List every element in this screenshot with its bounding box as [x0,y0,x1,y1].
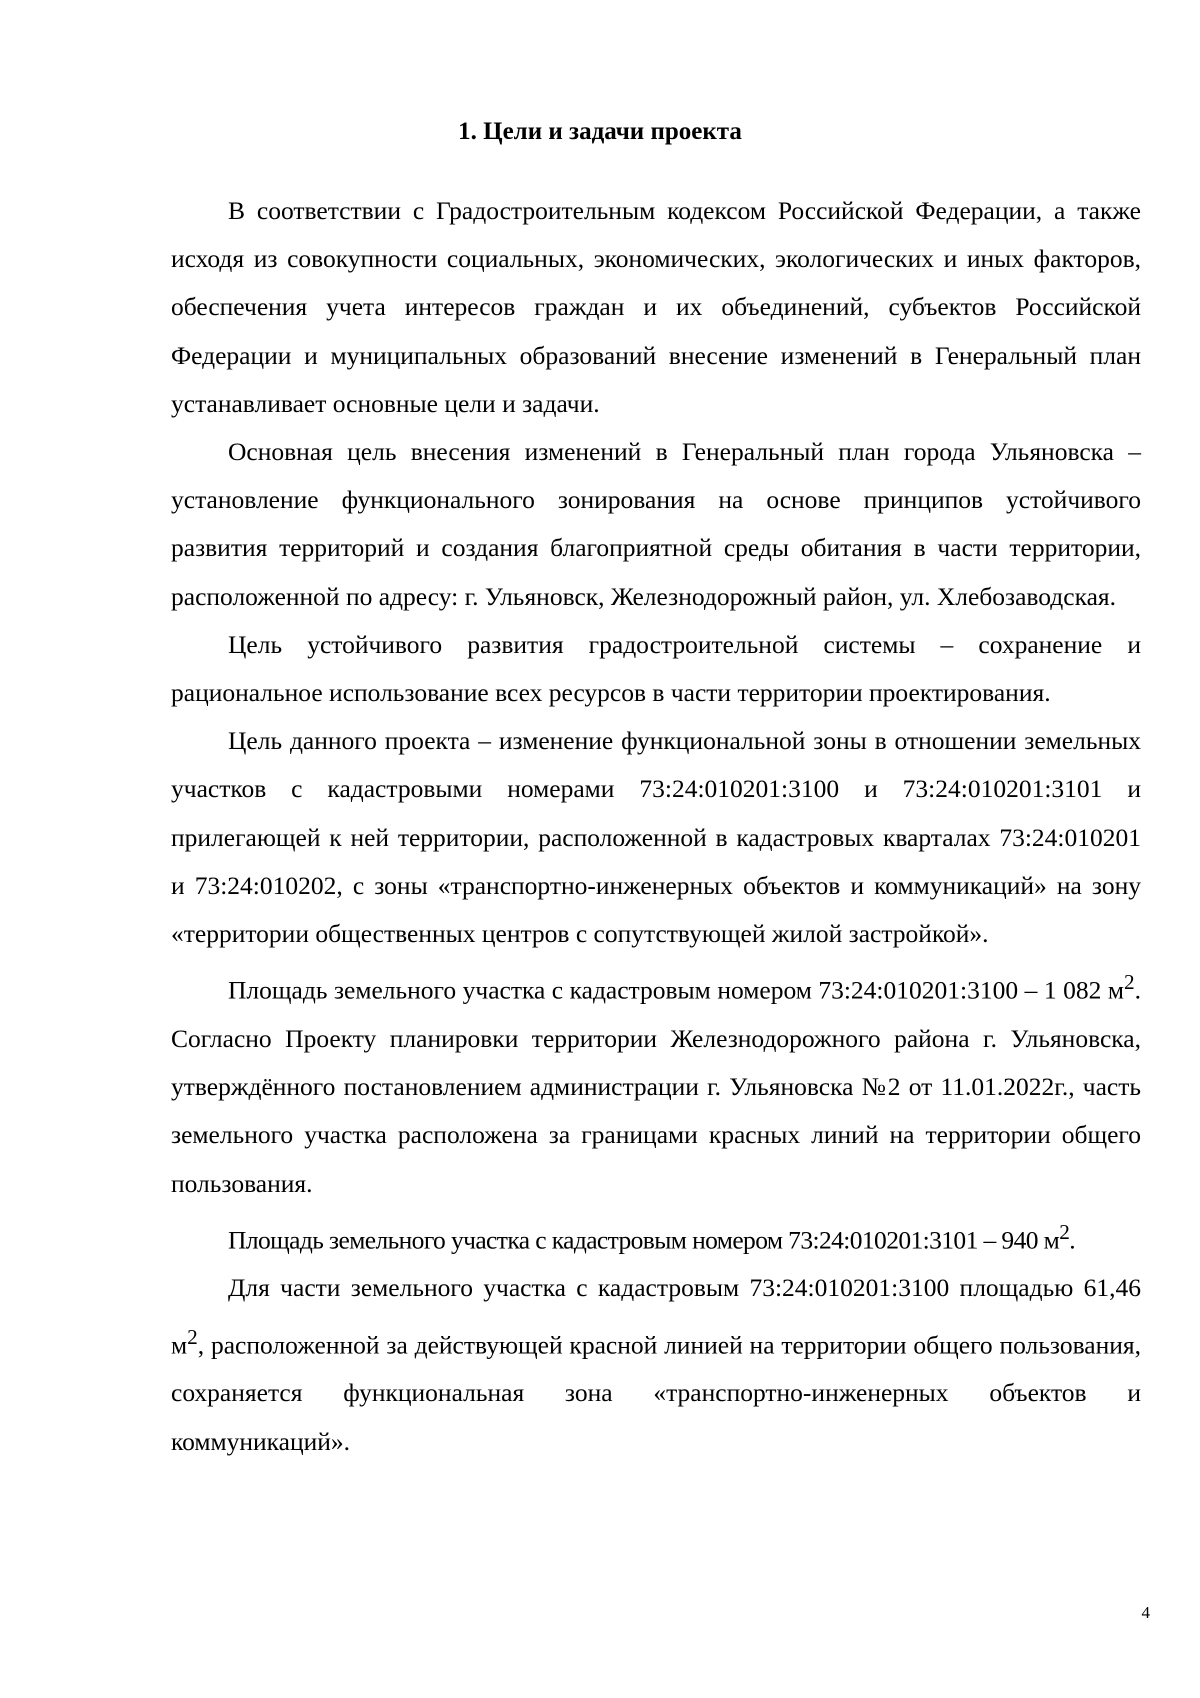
paragraph-4: Цель данного проекта – изменение функциональной зоны в отношении земельных участков с кадастровыми номерами 73:24:010201:3100 и 73:24:010201:3101 и прилегающей к ней территории, расположенной в кадастровых кварталах 73:24:010201 и 73:24:010202, с зоны «транспортно-инженерных объектов и коммуникаций» на зону «территории общественных центров с сопутствующей жилой застройкой». [171,726,1141,949]
section-heading: 1. Цели и задачи проекта [458,118,742,145]
paragraph-1: В соответствии с Градостроительным кодексом Российской Федерации, а также исходя из совокупности социальных, экономических, экологических и иных факторов, обеспечения учета интересов граждан и их объединений, субъектов Российской Федерации и муниципальных образований внесение изменений в Генеральный план устанавливает основные цели и задачи. [171,196,1141,418]
paragraph-5-text-before: Площадь земельного участка с кадастровым номером 73:24:010201:3100 – 1 082 м [228,975,1124,1005]
paragraph-5-text-after: . Согласно Проекту планировки территории Железнодорожного района г. Ульяновска, утверждённого постановлением администрации г. Ульяновска №2 от 11.01.2022г., часть земельного участка расположена за границами красных линий на территории общего пользования. [171,975,1141,1198]
paragraph-6-text-before: Площадь земельного участка с кадастровым номером 73:24:010201:3101 – 940 м [228,1225,1060,1255]
paragraph-5 [171,958,1141,1208]
paragraph-6-text-after: . [1069,1225,1076,1255]
page-number: 4 [1141,1603,1150,1622]
paragraph-7 [171,1264,1141,1465]
paragraph-6-superscript: 2 [1059,1219,1070,1244]
paragraph-6 [171,1208,1141,1265]
document-body [171,187,1141,1466]
paragraph-5-superscript: 2 [1124,970,1135,995]
paragraph-7-text-before: Для части земельного участка с кадастровым 73:24:010201:3100 площадью 61,46 м [171,1273,1141,1360]
paragraph-7-superscript: 2 [187,1324,198,1349]
paragraph-3: Цель устойчивого развития градостроительной системы – сохранение и рациональное использование всех ресурсов в части территории проектирования. [171,629,1141,708]
paragraph-7-text-after: , расположенной за действующей красной линией на территории общего пользования, сохраняется функциональная зона «транспортно-инженерных объектов и коммуникаций». [171,1330,1141,1456]
paragraph-2: Основная цель внесения изменений в Генеральный план города Ульяновска – установление функционального зонирования на основе принципов устойчивого развития территорий и создания благоприятной среды обитания в части территории, расположенной по адресу: г. Ульяновск, Железнодорожный район, ул. Хлебозаводская. [171,437,1141,611]
